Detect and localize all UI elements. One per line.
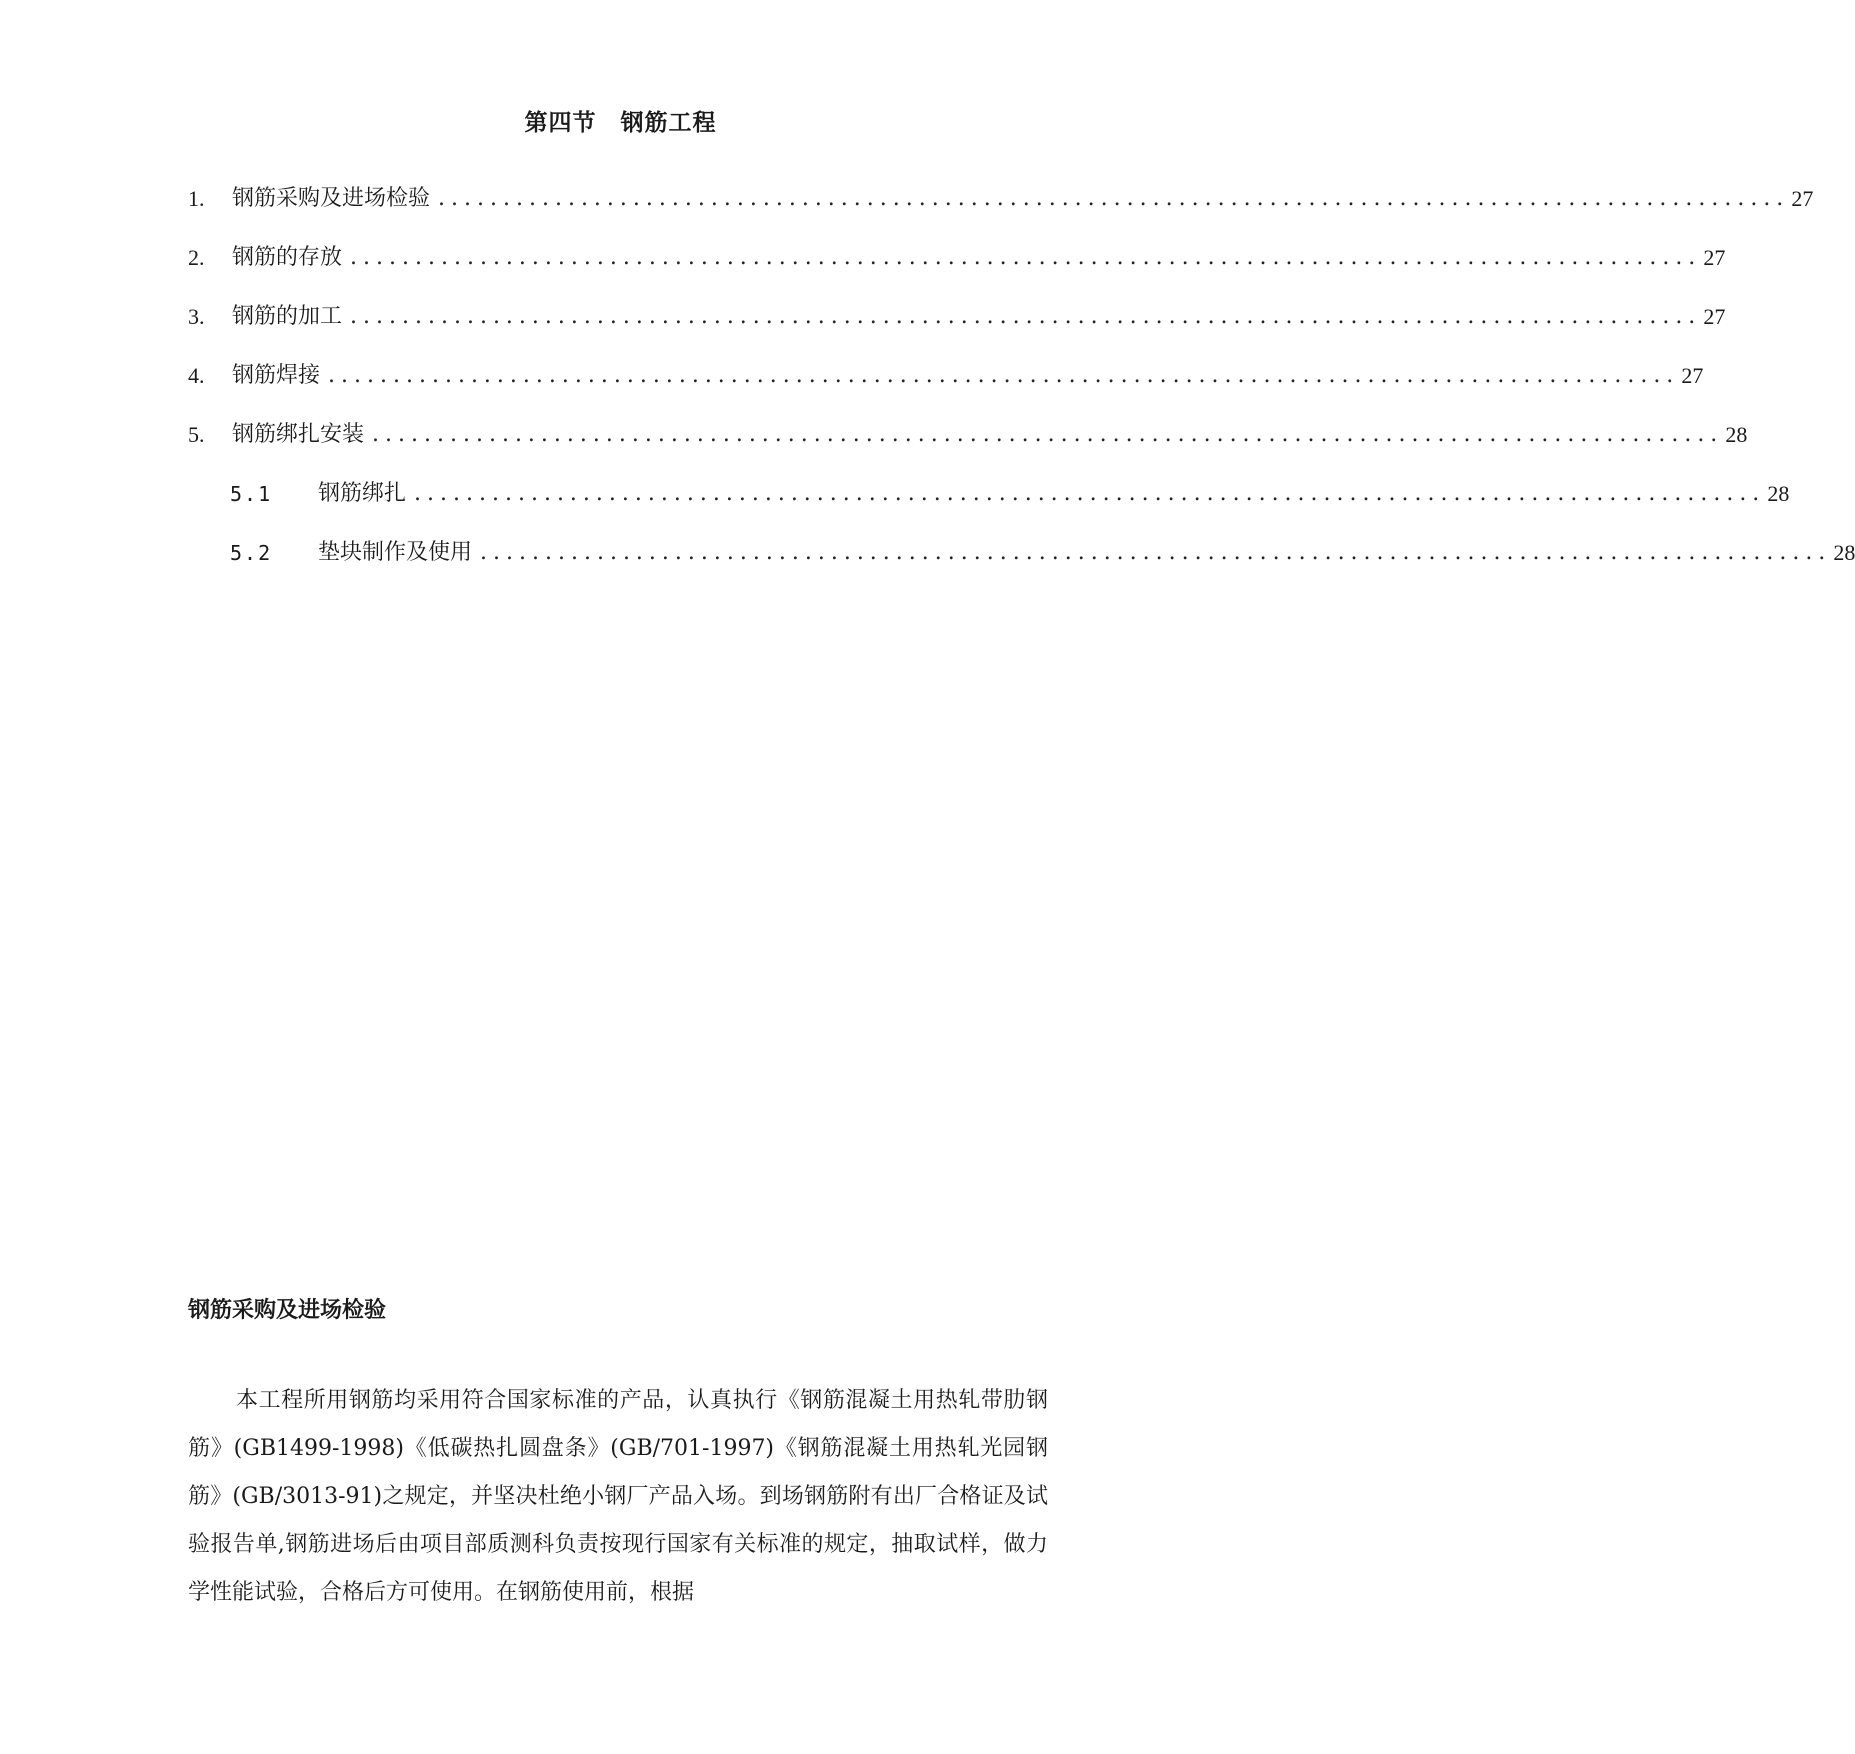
toc-entry-page: 27 (1703, 245, 1726, 270)
toc-entry-title: 钢筋采购及进场检验 (232, 186, 431, 211)
toc-entry-page: 27 (1791, 186, 1814, 211)
toc-entry-number: 5.1 (230, 482, 273, 506)
toc-entry-title: 钢筋焊接 (232, 363, 321, 388)
table-of-contents (188, 184, 1855, 597)
toc-entry[interactable] (188, 302, 1726, 361)
toc-subentry[interactable] (188, 479, 1790, 538)
toc-dot-leader: ........................................................................................................ (350, 245, 1702, 270)
body-paragraph: 本工程所用钢筋均采用符合国家标准的产品，认真执行《钢筋混凝土用热轧带肋钢筋》(GB1499-1998)《低碳热扎圆盘条》(GB/701-1997)《钢筋混凝土用热轧光园钢筋》(GB/3013-91)之规定，并坚决杜绝小钢厂产品入场。到场钢筋附有出厂合格证及试验报告单,钢筋进场后由项目部质测科负责按现行国家有关标准的规定，抽取试样，做力学性能试验，合格后方可使用。在钢筋使用前，根据 (188, 1388, 1048, 1605)
toc-entry-title: 垫块制作及使用 (318, 540, 473, 565)
toc-entry-page: 28 (1767, 481, 1790, 506)
section-title: 第四节 钢筋工程 (524, 110, 717, 136)
toc-entry[interactable] (188, 420, 1748, 479)
toc-entry-number: 5. (188, 422, 205, 447)
toc-entry-number: 1. (188, 186, 205, 211)
toc-dot-leader: ........................................................................................................ (372, 422, 1724, 447)
toc-dot-leader: ........................................................................................................ (414, 481, 1766, 506)
toc-entry[interactable] (188, 184, 1814, 243)
toc-entry-title: 钢筋的存放 (232, 245, 343, 270)
toc-entry[interactable] (188, 361, 1704, 420)
toc-entry-number: 4. (188, 363, 205, 388)
toc-entry-page: 28 (1725, 422, 1748, 447)
toc-dot-leader: ........................................................................................................ (438, 186, 1790, 211)
toc-subentry[interactable] (188, 538, 1855, 597)
toc-entry-number: 2. (188, 245, 205, 270)
toc-entry-page: 27 (1681, 363, 1704, 388)
toc-entry-number: 3. (188, 304, 205, 329)
toc-entry-page: 27 (1703, 304, 1726, 329)
toc-entry-title: 钢筋绑扎安装 (232, 422, 365, 447)
toc-dot-leader: ........................................................................................................ (350, 304, 1702, 329)
section-heading: 钢筋采购及进场检验 (188, 1298, 387, 1323)
toc-entry-title: 钢筋的加工 (232, 304, 343, 329)
toc-entry-title: 钢筋绑扎 (318, 481, 407, 506)
toc-entry-number: 5.2 (230, 541, 273, 565)
toc-dot-leader: ........................................................................................................ (328, 363, 1680, 388)
toc-dot-leader: ........................................................................................................ (480, 540, 1832, 565)
toc-entry-page: 28 (1833, 540, 1855, 565)
toc-entry[interactable] (188, 243, 1726, 302)
